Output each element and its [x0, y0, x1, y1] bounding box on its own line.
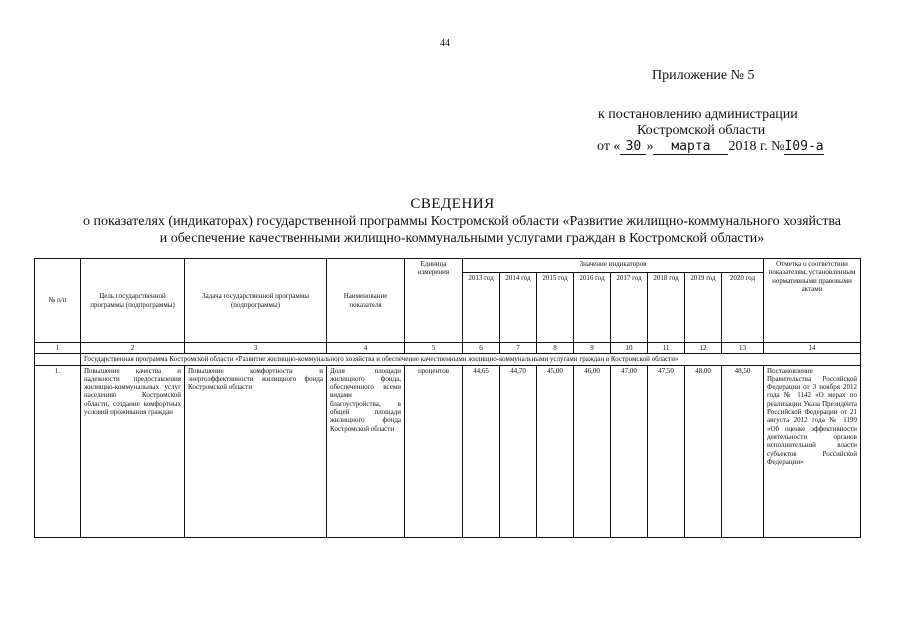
header-year: 2015 год	[537, 273, 574, 343]
header-num: № п/п	[35, 259, 81, 343]
header-mark: Отметка о соответствии показателям, установленным нормативными правовыми актами	[764, 259, 861, 343]
column-number: 10	[611, 343, 648, 354]
column-number: 12	[685, 343, 722, 354]
table-row	[35, 365, 861, 537]
row-mark: Постановление Правительства Российской Федерации от 3 ноября 2012 года № 1142 «О мерах по реализации Указа Президента Российской Федерации от 21 августа 2012 года № 1199 «Об оценке эффективности деятельности органов исполнительной власти субъектов Российской Федерации»	[764, 365, 861, 537]
header-values-group: Значение индикаторов	[463, 259, 764, 273]
row-num: 1.	[35, 365, 81, 537]
page-number: 44	[440, 38, 450, 49]
row-value-2016: 46,00	[574, 365, 611, 537]
appendix-label: Приложение № 5	[652, 68, 755, 83]
column-number: 5	[405, 343, 463, 354]
column-number: 8	[537, 343, 574, 354]
decree-number: I09-а	[784, 139, 824, 154]
program-row-spacer	[35, 354, 81, 365]
document-title: СВЕДЕНИЯ	[410, 196, 495, 212]
decree-date-line	[597, 139, 824, 155]
row-value-2018: 47,50	[648, 365, 685, 537]
column-number: 3	[185, 343, 327, 354]
date-day: 30	[620, 140, 646, 155]
column-number: 13	[722, 343, 764, 354]
header-task: Задача государственной программы (подпрограммы)	[185, 259, 327, 343]
date-month: марта	[653, 140, 728, 155]
row-unit: процентов	[405, 365, 463, 537]
row-indicator: Доля площади жилищного фонда, обеспеченного всеми видами благоустройства, в общей площади жилищного фонда Костромской области	[327, 365, 405, 537]
header-year: 2018 год	[648, 273, 685, 343]
row-value-2017: 47,00	[611, 365, 648, 537]
decree-line-2: Костромской области	[637, 123, 766, 138]
row-value-2014: 44,70	[500, 365, 537, 537]
date-prefix: от «	[597, 139, 621, 154]
column-number: 6	[463, 343, 500, 354]
header-indicator: Наименование показателя	[327, 259, 405, 343]
column-number: 1	[35, 343, 81, 354]
column-number: 11	[648, 343, 685, 354]
row-task: Повышение комфортности и энергоэффективности жилищного фонда Костромской области	[185, 365, 327, 537]
column-number: 2	[81, 343, 185, 354]
row-goal: Повышение качества и надежности предоставления жилищно-коммунальных услуг населению Костромской области, создание комфортных условий проживания граждан	[81, 365, 185, 537]
program-row-title: Государственная программа Костромской области «Развитие жилищно-коммунального хозяйства и обеспечение качественными жилищно-коммунальными услугами граждан в Костромской области»	[81, 354, 861, 365]
date-year: 2018 г. №	[728, 139, 785, 154]
decree-line-1: к постановлению администрации	[598, 107, 798, 122]
header-unit: Единица измерения	[405, 259, 463, 343]
header-goal: Цель государственной программы (подпрограммы)	[81, 259, 185, 343]
header-year: 2020 год	[722, 273, 764, 343]
header-year: 2014 год	[500, 273, 537, 343]
header-year: 2013 год	[463, 273, 500, 343]
header-year: 2019 год	[685, 273, 722, 343]
date-mid: »	[646, 139, 654, 154]
row-value-2013: 44,65	[463, 365, 500, 537]
header-year: 2017 год	[611, 273, 648, 343]
column-number: 14	[764, 343, 861, 354]
header-year: 2016 год	[574, 273, 611, 343]
column-number: 9	[574, 343, 611, 354]
document-subtitle: о показателях (индикаторах) государственной программы Костромской области «Развитие жилищно-коммунального хозяйства и обеспечение качественными жилищно-коммунальными услугами граждан в Костромской области»	[82, 214, 842, 246]
row-value-2020: 48,50	[722, 365, 764, 537]
row-value-2019: 48,00	[685, 365, 722, 537]
row-value-2015: 45,00	[537, 365, 574, 537]
indicators-table	[34, 258, 861, 538]
column-number: 4	[327, 343, 405, 354]
column-number: 7	[500, 343, 537, 354]
